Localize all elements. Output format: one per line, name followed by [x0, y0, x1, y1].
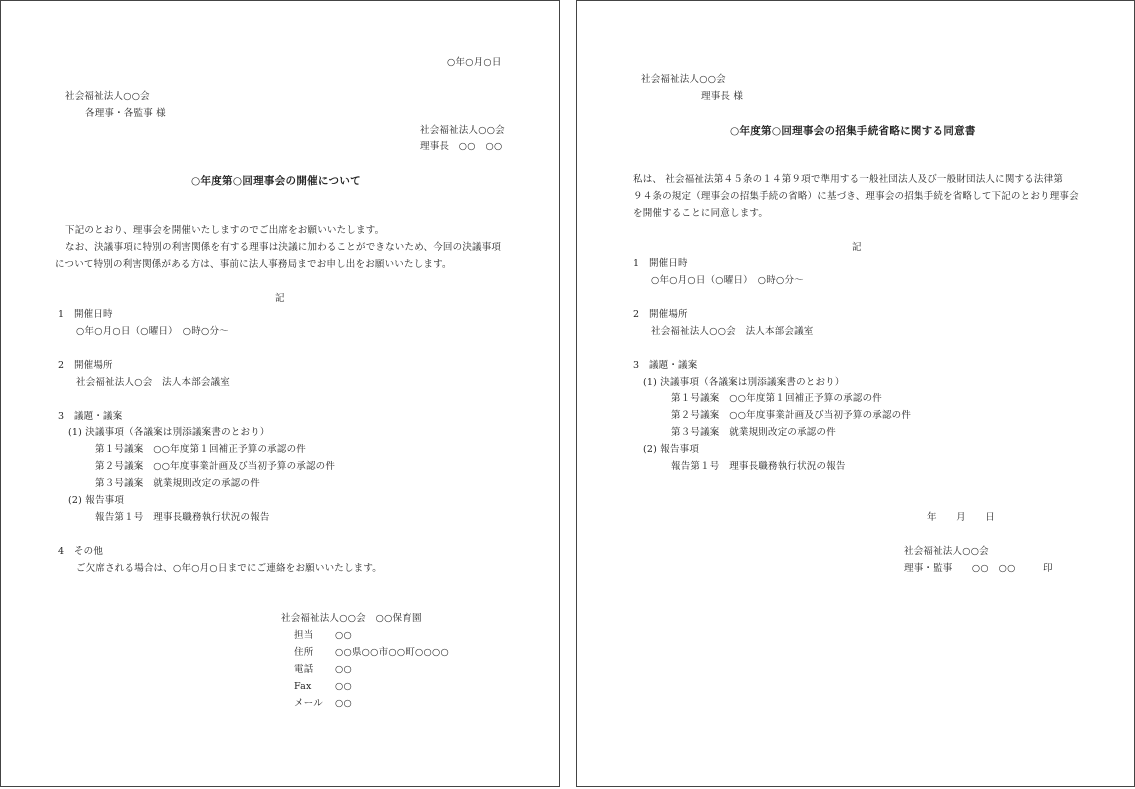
consent-item2-heading: 2 開催場所	[633, 309, 688, 320]
contact-person-label: 担当	[294, 630, 314, 641]
consent-body-line3: を開催することに同意します。	[633, 208, 769, 219]
notice-page	[0, 0, 560, 787]
notice-item3-sub1: (1) 決議事項（各議案は別添議案書のとおり）	[68, 427, 270, 438]
contact-mail-value: ○○	[335, 698, 352, 709]
consent-seal-mark: 印	[1043, 563, 1053, 574]
notice-date: ○年○月○日	[447, 57, 502, 68]
notice-item2-heading: 2 開催場所	[58, 360, 113, 371]
consent-ki-heading: 記	[852, 242, 862, 253]
notice-agenda-1: 第１号議案 ○○年度第１回補正予算の承認の件	[95, 444, 306, 455]
contact-fax-value: ○○	[335, 681, 352, 692]
consent-body-line1: 私は、 社会福祉法第４５条の１４第９項で準用する一般社団法人及び一般財団法人に関する法律第	[633, 174, 1064, 185]
contact-fax-label: Fax	[294, 681, 312, 692]
consent-agenda-2: 第２号議案 ○○年度事業計画及び当初予算の承認の件	[671, 410, 912, 421]
contact-phone-value: ○○	[335, 664, 352, 675]
notice-agenda-2: 第２号議案 ○○年度事業計画及び当初予算の承認の件	[95, 461, 336, 472]
notice-report-1: 報告第１号 理事長職務執行状況の報告	[95, 512, 270, 523]
consent-recipient-name: 理事長 様	[701, 91, 744, 102]
notice-item1-heading: 1 開催日時	[58, 309, 113, 320]
consent-report-1: 報告第１号 理事長職務執行状況の報告	[671, 461, 846, 472]
consent-agenda-3: 第３号議案 就業規則改定の承認の件	[671, 427, 836, 438]
consent-item3-heading: 3 議題・議案	[633, 360, 698, 371]
contact-phone-label: 電話	[294, 664, 314, 675]
notice-title: ○年度第○回理事会の開催について	[191, 175, 361, 187]
notice-recipient-names: 各理事・各監事 様	[85, 108, 166, 119]
notice-sender-org: 社会福祉法人○○会	[420, 125, 505, 136]
contact-mail-label: メール	[294, 698, 323, 709]
contact-address-value: ○○県○○市○○町○○○○	[335, 647, 449, 658]
consent-signer-org: 社会福祉法人○○会	[904, 546, 989, 557]
notice-body-line3: について特別の利害関係がある方は、事前に法人事務局までお申し出をお願いいたします。	[55, 259, 452, 270]
notice-ki-heading: 記	[275, 293, 285, 304]
consent-item1-heading: 1 開催日時	[633, 258, 688, 269]
consent-item2-detail: 社会福祉法人○○会 法人本部会議室	[651, 326, 814, 337]
contact-address-label: 住所	[294, 647, 314, 658]
notice-recipient-org: 社会福祉法人○○会	[65, 91, 150, 102]
notice-body-line2: なお、決議事項に特別の利害関係を有する理事は決議に加わることができないため、今回の決議事項	[65, 242, 502, 253]
consent-agenda-1: 第１号議案 ○○年度第１回補正予算の承認の件	[671, 393, 882, 404]
notice-item3-sub2: (2) 報告事項	[68, 495, 125, 506]
notice-item1-detail: ○年○月○日（○曜日） ○時○分～	[76, 326, 229, 337]
consent-signer-role-name: 理事・監事 ○○ ○○	[904, 563, 1016, 574]
consent-item3-sub1: (1) 決議事項（各議案は別添議案書のとおり）	[643, 377, 845, 388]
notice-item4-detail: ご欠席される場合は、○年○月○日までにご連絡をお願いいたします。	[76, 563, 383, 574]
contact-person-value: ○○	[335, 630, 352, 641]
consent-body-line2: ９４条の規定（理事会の招集手続の省略）に基づき、理事会の招集手続を省略して下記のとおり理事会	[633, 191, 1079, 202]
consent-item1-detail: ○年○月○日（○曜日） ○時○分～	[651, 275, 804, 286]
contact-org: 社会福祉法人○○会 ○○保育園	[281, 613, 422, 624]
notice-body-line1: 下記のとおり、理事会を開催いたしますのでご出席をお願いいたします。	[65, 225, 385, 236]
consent-title: ○年度第○回理事会の招集手続省略に関する同意書	[730, 125, 976, 137]
notice-sender-name: 理事長 ○○ ○○	[420, 141, 503, 152]
notice-item2-detail: 社会福祉法人○会 法人本部会議室	[76, 377, 230, 388]
consent-page	[576, 0, 1135, 787]
consent-recipient-org: 社会福祉法人○○会	[641, 74, 726, 85]
notice-item4-heading: 4 その他	[58, 546, 104, 557]
notice-item3-heading: 3 議題・議案	[58, 411, 123, 422]
consent-item3-sub2: (2) 報告事項	[643, 444, 700, 455]
consent-date-blank: 年 月 日	[927, 512, 995, 523]
notice-agenda-3: 第３号議案 就業規則改定の承認の件	[95, 478, 260, 489]
